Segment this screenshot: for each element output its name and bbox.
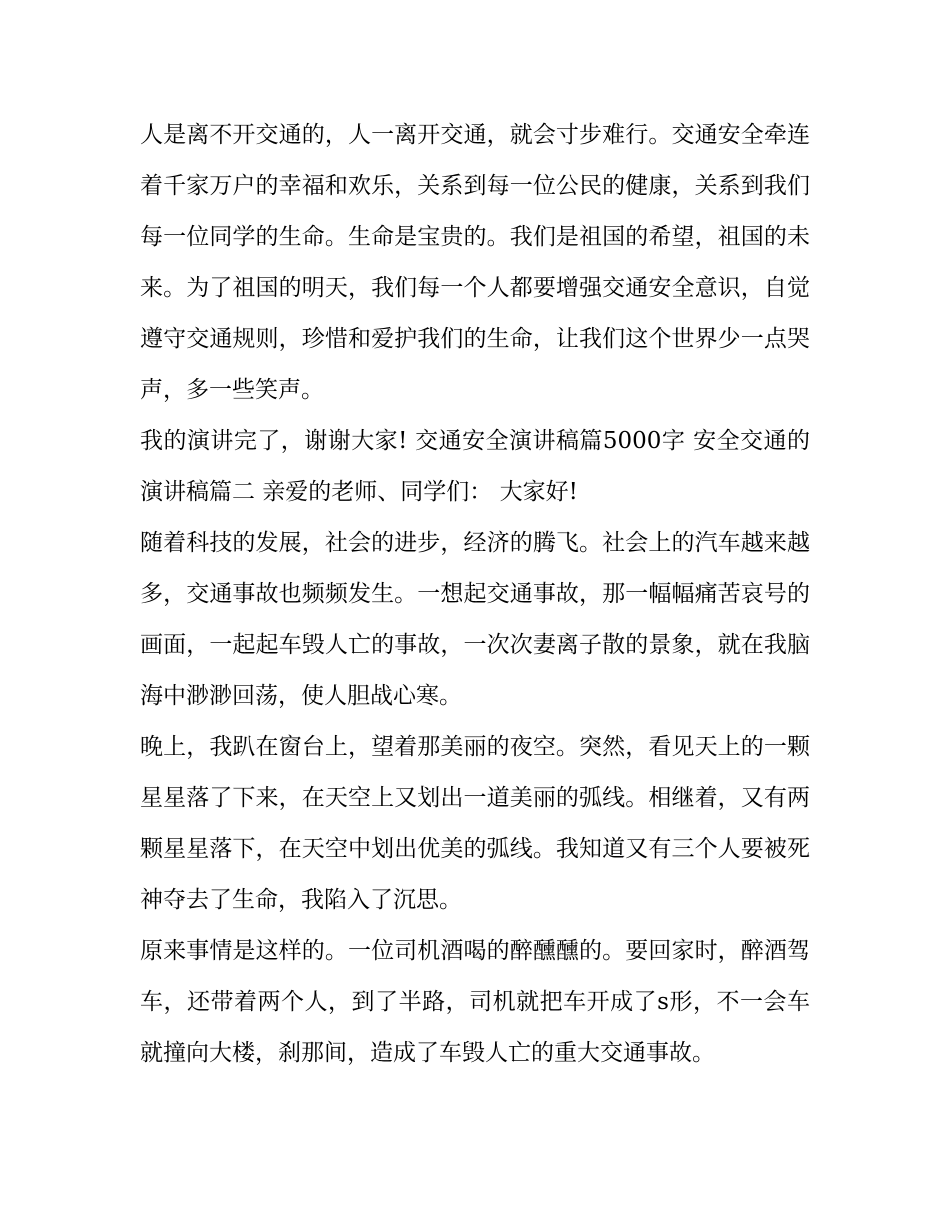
document-body bbox=[140, 110, 810, 1079]
paragraph-night-sky: 晚上，我趴在窗台上，望着那美丽的夜空。突然，看见天上的一颗星星落了下来，在天空上又划出一道美丽的弧线。相继着，又有两颗星星落下，在天空中划出优美的弧线。我知道又有三个人要被死神夺去了生命，我陷入了沉思。 bbox=[140, 734, 810, 913]
paragraph-technology: 随着科技的发展，社会的进步，经济的腾飞。社会上的汽车越来越多，交通事故也频频发生。一想起交通事故，那一幅幅痛苦哀号的画面，一起起车毁人亡的事故，一次次妻离子散的景象，就在我脑海中渺渺回荡，使人胆战心寒。 bbox=[140, 530, 810, 709]
paragraph-drunk-driving: 原来事情是这样的。一位司机酒喝的醉醺醺的。要回家时，醉酒驾车，还带着两个人，到了半路，司机就把车开成了s形，不一会车就撞向大楼，刹那间，造成了车毁人亡的重大交通事故。 bbox=[140, 938, 810, 1066]
paragraph-intro: 人是离不开交通的，人一离开交通，就会寸步难行。交通安全牵连着千家万户的幸福和欢乐，关系到每一位公民的健康，关系到我们每一位同学的生命。生命是宝贵的。我们是祖国的希望，祖国的未来。为了祖国的明天，我们每一个人都要增强交通安全意识，自觉遵守交通规则，珍惜和爱护我们的生命，让我们这个世界少一点哭声，多一些笑声。 bbox=[140, 122, 810, 403]
paragraph-closing-and-heading: 我的演讲完了，谢谢大家! 交通安全演讲稿篇5000字 安全交通的演讲稿篇二 亲爱的老师、同学们： 大家好! bbox=[140, 428, 810, 505]
